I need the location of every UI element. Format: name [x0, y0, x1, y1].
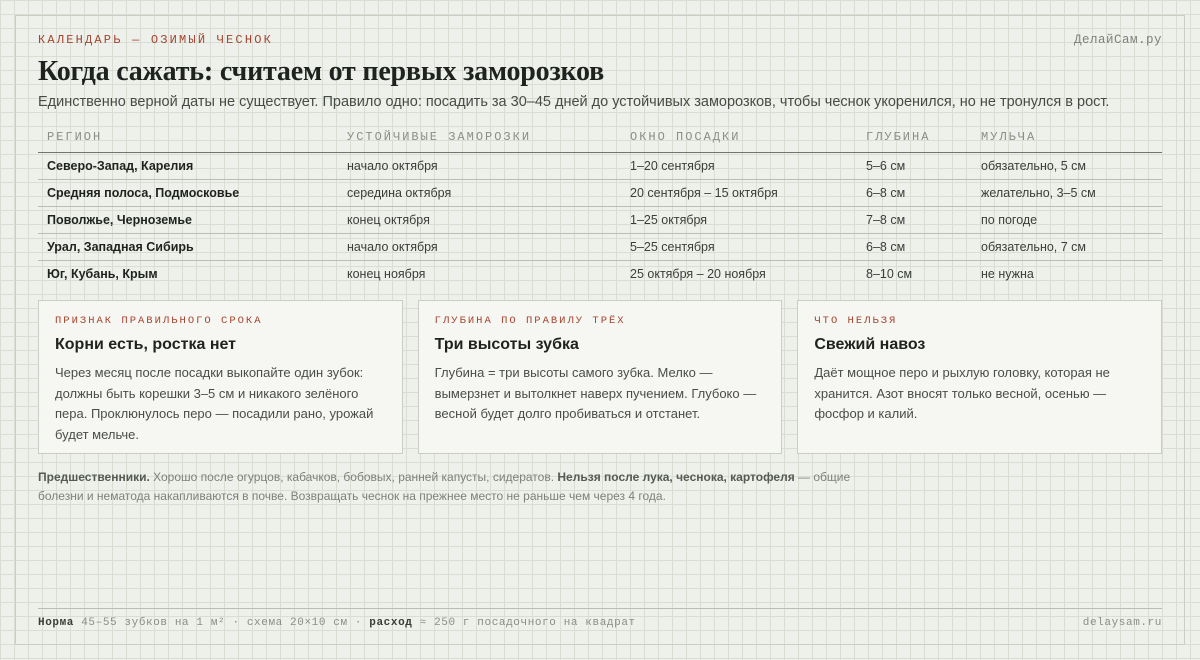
- cell-frosts: начало октября: [338, 234, 621, 261]
- footer: [38, 617, 1162, 629]
- column-header-depth: ГЛУБИНА: [857, 124, 972, 153]
- cell-mulch: желательно, 3–5 см: [972, 180, 1162, 207]
- tip-cards: [38, 300, 1162, 454]
- cell-depth: 5–6 см: [857, 153, 972, 180]
- brand-name: ДелайСам.ру: [1073, 33, 1162, 47]
- footer-rate-label: расход: [369, 617, 413, 629]
- cell-region: Урал, Западная Сибирь: [38, 234, 338, 261]
- cell-planting-window: 20 сентября – 15 октября: [621, 180, 857, 207]
- top-line: [38, 33, 1162, 47]
- page: [38, 0, 1162, 660]
- cell-planting-window: 1–25 октября: [621, 207, 857, 234]
- table-row: [38, 180, 1162, 207]
- table-header-row: [38, 124, 1162, 153]
- note-text-tail: — общие болезни и нематода накапливаются в почве. Возвращать чеснок на прежнее место не раньше чем через 4 года.: [38, 470, 851, 503]
- card-tag: ЧТО НЕЛЬЗЯ: [814, 315, 898, 327]
- card-body: Даёт мощное перо и рыхлую головку, которая не хранится. Азот вносят только весной, осенью — фосфор и калий.: [814, 365, 1110, 421]
- tip-card-depth: [418, 300, 783, 454]
- cell-depth: 7–8 см: [857, 207, 972, 234]
- tip-card-donts: [797, 300, 1162, 454]
- column-header-region: РЕГИОН: [38, 124, 338, 153]
- cell-region: Северо-Запад, Карелия: [38, 153, 338, 180]
- cell-mulch: не нужна: [981, 267, 1034, 282]
- planting-schedule-table: [38, 124, 1162, 288]
- cell-frosts: конец ноября: [347, 267, 426, 282]
- footer-divider: [38, 608, 1162, 609]
- card-tag: ГЛУБИНА ПО ПРАВИЛУ ТРЁХ: [434, 315, 626, 327]
- footer-site: delaysam.ru: [1082, 617, 1162, 629]
- note-warning: Нельзя после лука, чеснока, картофеля: [557, 470, 795, 484]
- note-text: Хорошо после огурцов, кабачков, бобовых, ранней капусты, сидератов.: [149, 470, 558, 484]
- cell-region: Юг, Кубань, Крым: [47, 267, 158, 282]
- predecessors-note: [38, 468, 858, 506]
- card-title: Три высоты зубка: [434, 336, 579, 353]
- column-header-planting-window: ОКНО ПОСАДКИ: [621, 124, 857, 153]
- cell-region: Поволжье, Черноземье: [38, 207, 338, 234]
- table-row: [38, 207, 1162, 234]
- cell-planting-window: 5–25 сентября: [621, 234, 857, 261]
- cell-depth: 8–10 см: [866, 267, 913, 282]
- cell-frosts: середина октября: [338, 180, 621, 207]
- column-header-frosts: УСТОЙЧИВЫЕ ЗАМОРОЗКИ: [338, 124, 621, 153]
- note-label: Предшественники.: [38, 470, 150, 484]
- section-kicker: КАЛЕНДАРЬ — ОЗИМЫЙ ЧЕСНОК: [38, 33, 274, 47]
- card-title: Свежий навоз: [814, 336, 926, 353]
- column-header-mulch: МУЛЬЧА: [972, 124, 1162, 153]
- footer-norm-text: 45–55 зубков на 1 м² · схема 20×10 см ·: [74, 617, 370, 629]
- cell-planting-window: 25 октября – 20 ноября: [630, 267, 766, 282]
- cell-depth: 6–8 см: [857, 234, 972, 261]
- footer-rate-text: ≈ 250 г посадочного на квадрат: [412, 617, 636, 629]
- page-title: Когда сажать: считаем от первых заморозков: [38, 56, 605, 87]
- table-row: [38, 234, 1162, 261]
- card-title: Корни есть, ростка нет: [55, 336, 237, 353]
- cell-planting-window: 1–20 сентября: [621, 153, 857, 180]
- tip-card-timing: [38, 300, 403, 454]
- cell-depth: 6–8 см: [857, 180, 972, 207]
- cell-frosts: начало октября: [338, 153, 621, 180]
- table-row: [38, 261, 1162, 288]
- cell-mulch: по погоде: [972, 207, 1162, 234]
- footer-norm: [38, 617, 636, 629]
- cell-region: Средняя полоса, Подмосковье: [38, 180, 338, 207]
- lead-paragraph: Единственно верной даты не существует. Правило одно: посадить за 30–45 дней до устойчивых заморозков, чтобы чеснок укоренился, но не тронулся в рост.: [38, 94, 1110, 110]
- footer-norm-label: Норма: [38, 617, 75, 629]
- card-tag: ПРИЗНАК ПРАВИЛЬНОГО СРОКА: [55, 315, 263, 327]
- cell-frosts: конец октября: [338, 207, 621, 234]
- cell-mulch: обязательно, 5 см: [972, 153, 1162, 180]
- cell-mulch: обязательно, 7 см: [972, 234, 1162, 261]
- table-row: [38, 153, 1162, 180]
- card-body: Через месяц после посадки выкопайте один зубок: должны быть корешки 3–5 см и никакого зелёного пера. Проклюнулось перо — посадили рано, урожай будет мельче.: [55, 365, 374, 442]
- card-body: Глубина = три высоты самого зубка. Мелко — вымерзнет и вытолкнет наверх пучением. Глубоко — весной будет долго пробиваться и отстанет.: [434, 365, 757, 421]
